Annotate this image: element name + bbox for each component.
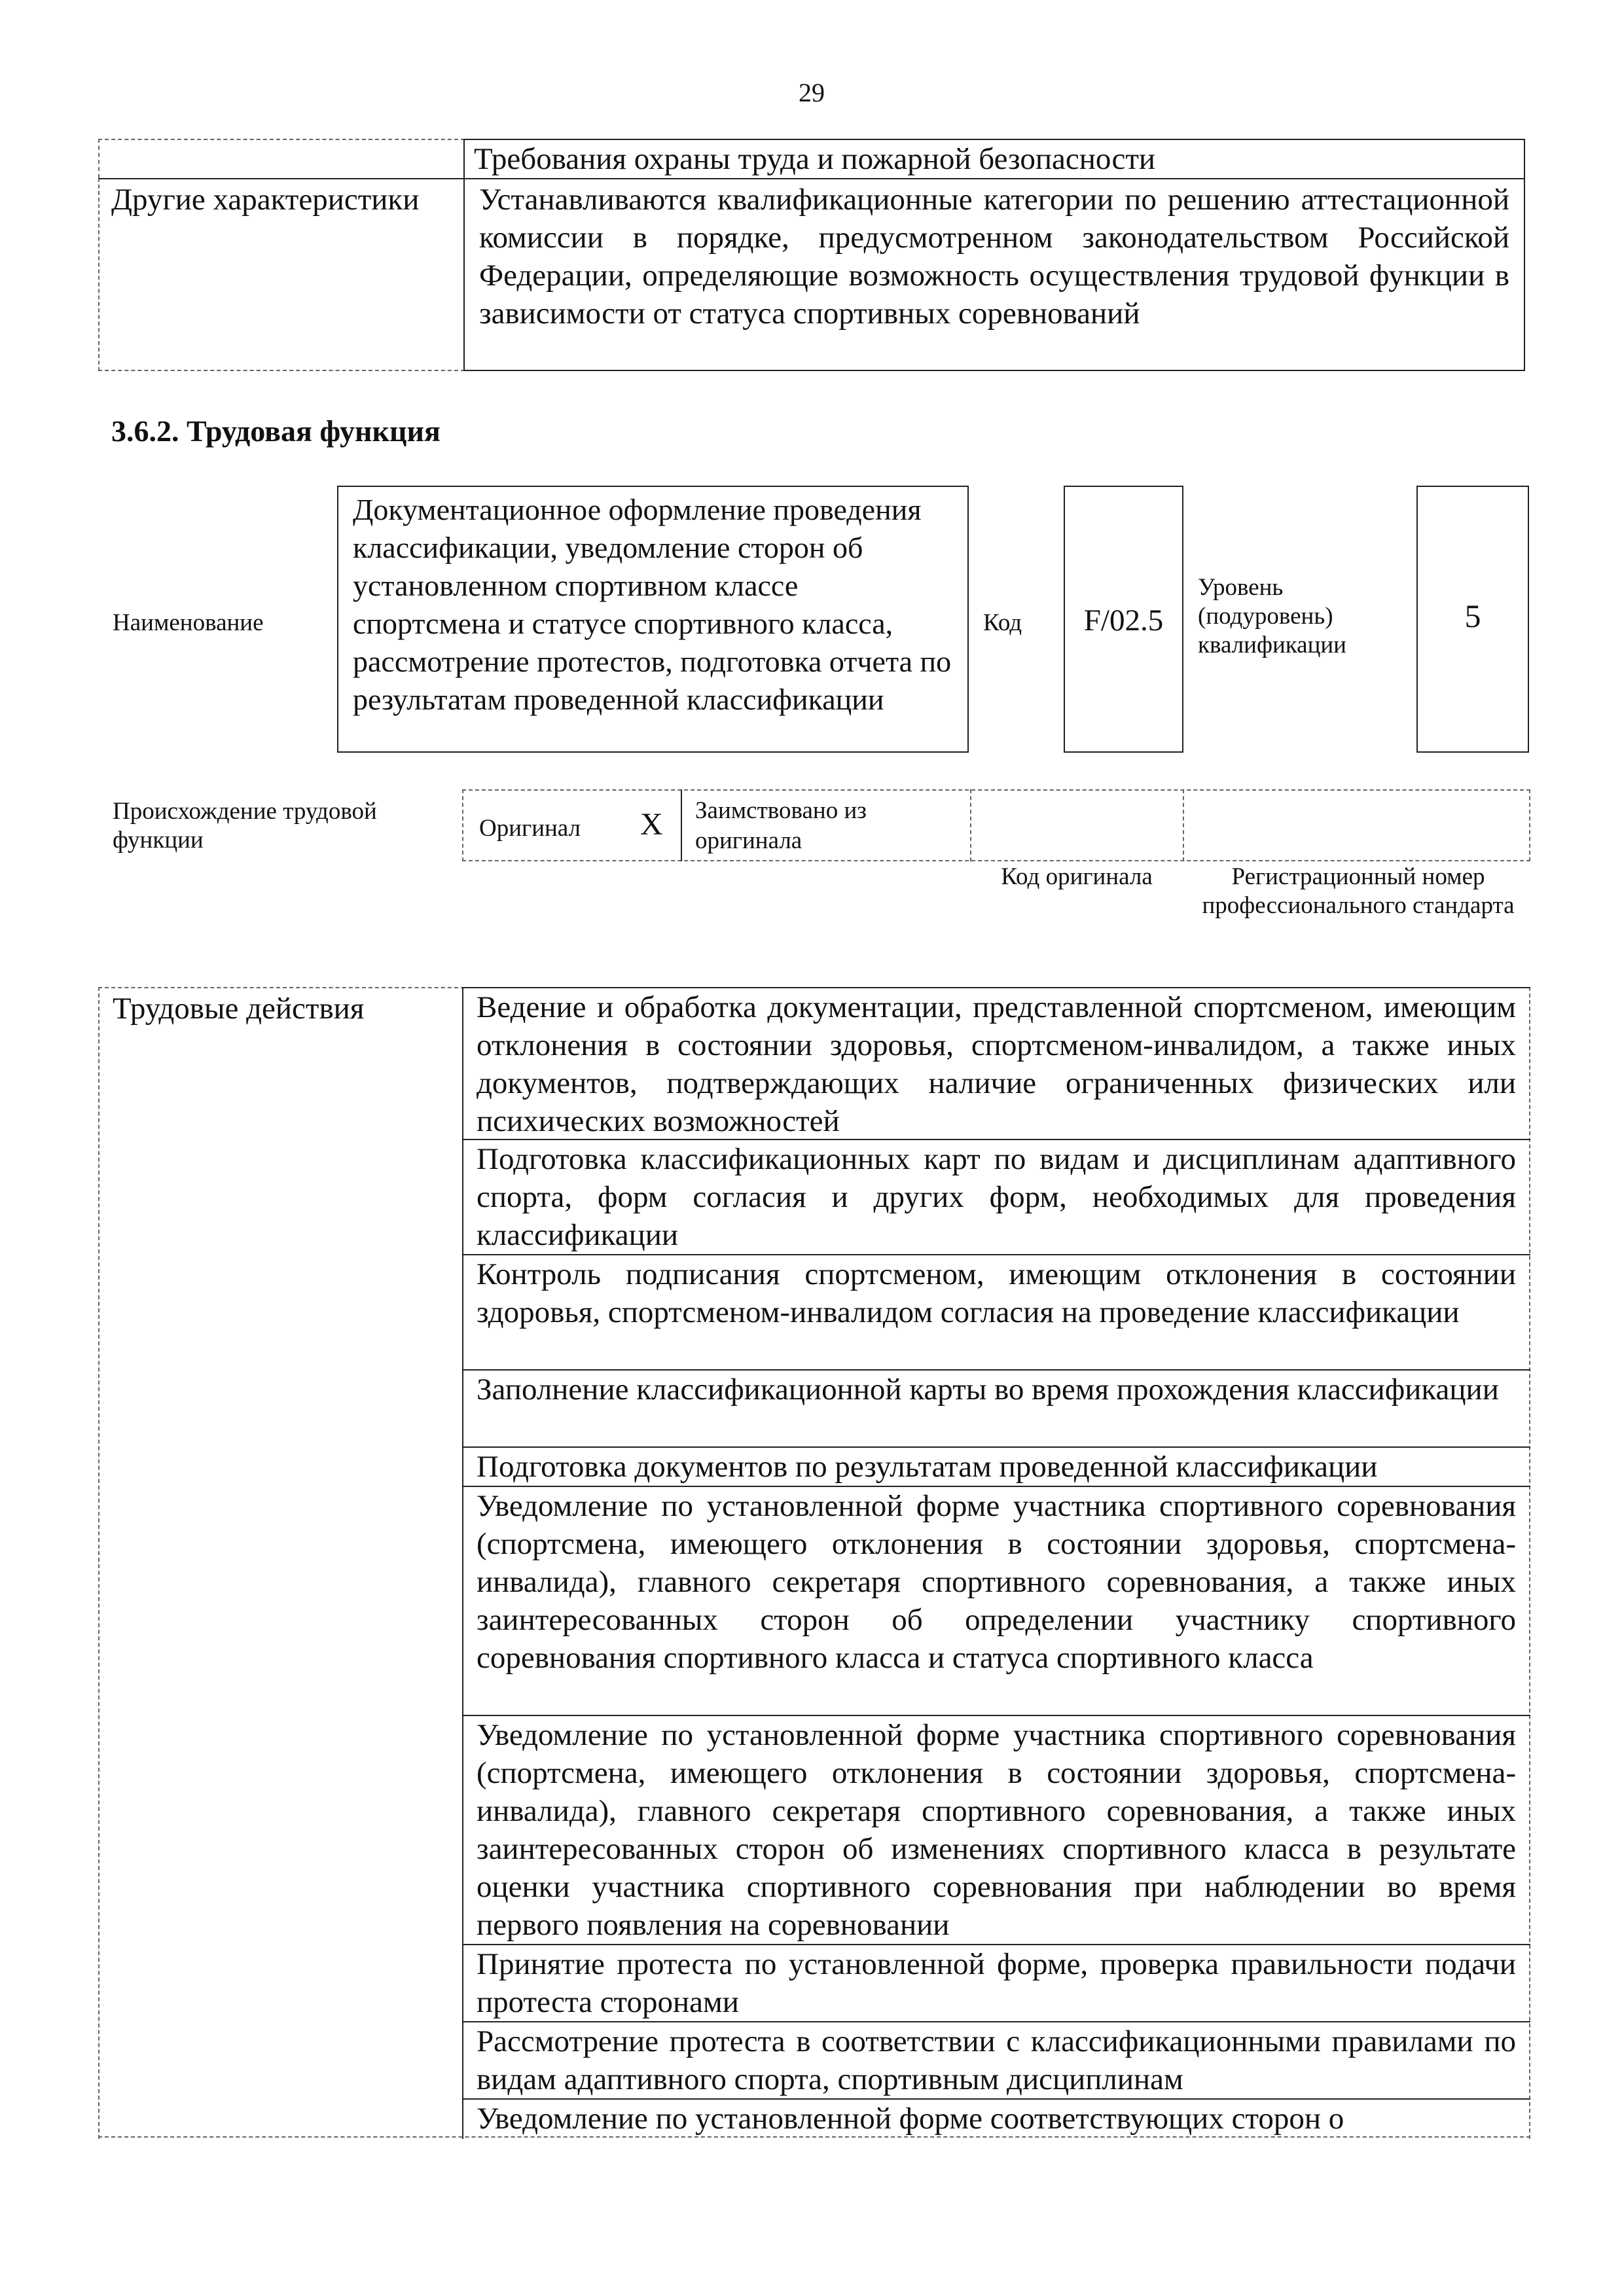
- origin-divider-3: [1183, 789, 1184, 861]
- original-label: Оригинал: [479, 815, 581, 842]
- section-heading: 3.6.2. Трудовая функция: [111, 414, 441, 448]
- name-label: Наименование: [113, 609, 264, 636]
- origin-divider-2: [970, 789, 971, 861]
- action-item: Принятие протеста по установленной форме, проверка правильности подачи протеста сторонами: [463, 1944, 1530, 2021]
- level-box: [1416, 486, 1529, 753]
- function-name-box: Документационное оформление проведения классификации, уведомление сторон об установленном спортивном классе спортсмена и статусе спортивного класса, рассмотрение протестов, подготовка отчета по результатам проведенной классификации: [337, 486, 969, 753]
- reg-number-caption: Регистрационный номер профессионального стандарта: [1202, 863, 1515, 919]
- action-item: Ведение и обработка документации, представленной спортсменом, имеющим отклонения в состоянии здоровья, спортсменом-инвалидом, а также иных документов, подтверждающих наличие ограниченных физических или психических возможностей: [463, 987, 1530, 1139]
- actions-table-left: [98, 987, 465, 2139]
- top-table-row1-left: [98, 139, 465, 178]
- code-original-caption: Код оригинала: [1001, 863, 1153, 890]
- action-item: Уведомление по установленной форме участника спортивного соревнования (спортсмена, имеющего отклонения в состоянии здоровья, спортсмена-инвалида), главного секретаря спортивного соревнования, а также иных заинтересованных сторон об определении участнику спортивного соревнования спортивного класса и статуса спортивного класса: [463, 1486, 1530, 1715]
- code-label: Код: [983, 609, 1022, 636]
- level-label: Уровень (подуровень) квалификации: [1198, 574, 1346, 658]
- actions-label: Трудовые действия: [113, 992, 365, 1026]
- action-item: Контроль подписания спортсменом, имеющим отклонения в состоянии здоровья, спортсменом-инвалидом согласия на проведение классификации: [463, 1254, 1530, 1369]
- origin-divider-1: [681, 789, 682, 861]
- code-box: [1064, 486, 1183, 753]
- code-value: F/02.5: [1083, 603, 1164, 637]
- origin-label: Происхождение трудовой функции: [113, 798, 377, 853]
- level-value: 5: [1464, 598, 1481, 634]
- borrowed-label: Заимствовано из оригинала: [695, 797, 867, 854]
- action-item: Уведомление по установленной форме участника спортивного соревнования (спортсмена, имеющего отклонения в состоянии здоровья, спортсмена-инвалида), главного секретаря спортивного соревнования, а также иных заинтересованных сторон об изменениях спортивного класса в результате оценки участника спортивного соревнования при наблюдении во время первого появления на соревновании: [463, 1715, 1530, 1944]
- page-number: 29: [799, 78, 825, 107]
- action-item: Рассмотрение протеста в соответствии с классификационными правилами по видам адаптивного спорта, спортивным дисциплинам: [463, 2021, 1530, 2098]
- other-characteristics-text: Устанавливаются квалификационные категории по решению аттестационной комиссии в порядке, предусмотренном законодательством Российской Федерации, определяющие возможность осуществления трудовой функции в зависимости от статуса спортивных соревнований: [463, 178, 1525, 371]
- original-mark: X: [640, 807, 663, 842]
- action-item: Подготовка документов по результатам проведенной классификации: [463, 1446, 1530, 1486]
- action-item: Подготовка классификационных карт по видам и дисциплинам адаптивного спорта, форм согласия и других форм, необходимых для проведения классификации: [463, 1139, 1530, 1254]
- other-characteristics-label: Другие характеристики: [98, 178, 465, 371]
- action-item: Уведомление по установленной форме соответствующих сторон о: [463, 2098, 1530, 2138]
- origin-table: [462, 789, 1530, 861]
- action-item: Заполнение классификационной карты во время прохождения классификации: [463, 1369, 1530, 1446]
- top-table-row1-right: Требования охраны труда и пожарной безопасности: [463, 139, 1525, 178]
